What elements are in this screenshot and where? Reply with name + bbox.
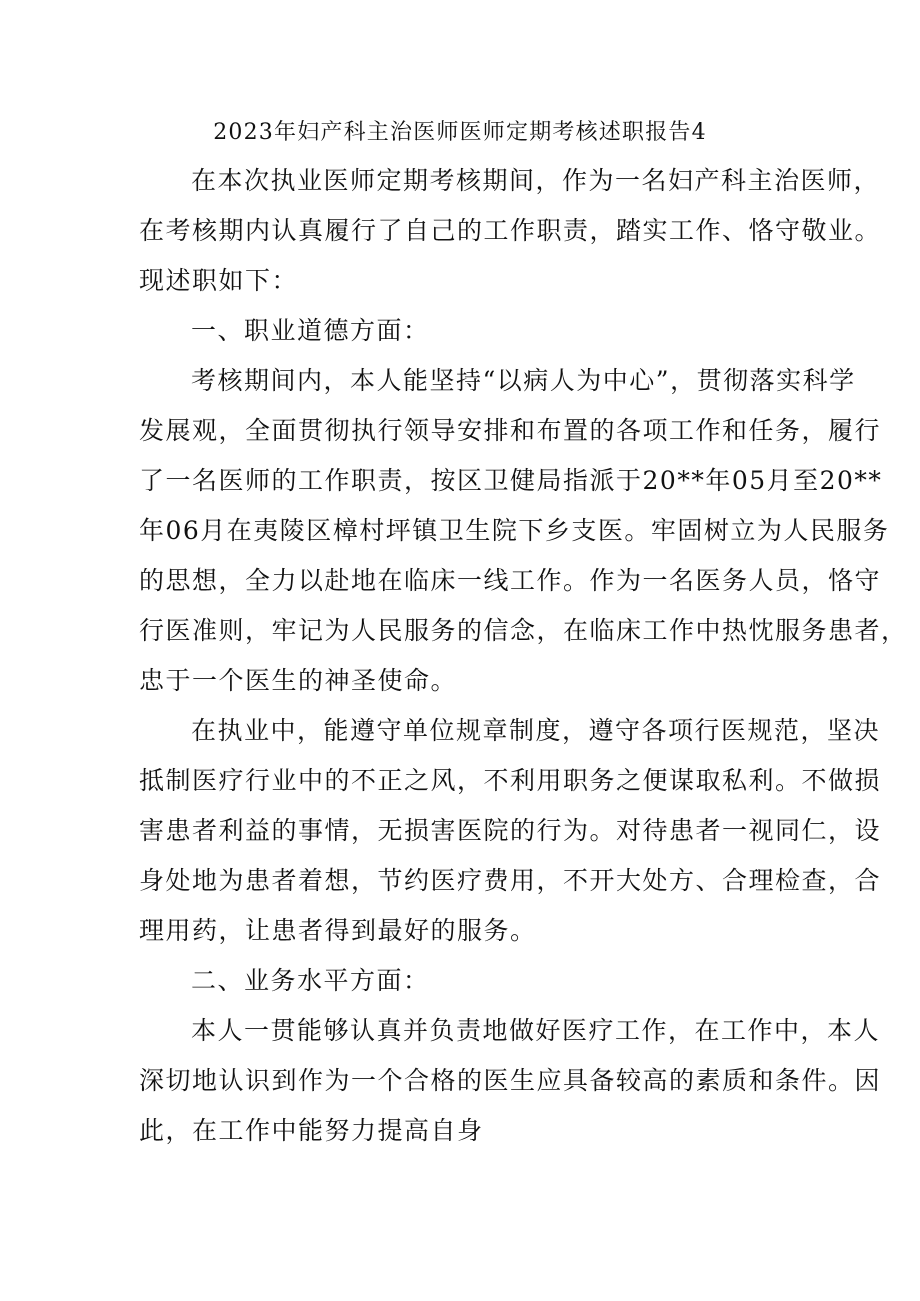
paragraph-intro xyxy=(139,156,882,306)
section-heading-professional-ethics xyxy=(139,306,794,356)
text-line: 此，在工作中能努力提高自身 xyxy=(139,1116,484,1145)
text-line: 理用药，让患者得到最好的服务。 xyxy=(139,916,537,945)
document-body xyxy=(139,156,908,1156)
text-line: 在本次执业医师定期考核期间，作为一名妇产科主治医师， xyxy=(191,166,881,195)
text-line: 现述职如下： xyxy=(139,266,299,295)
text-line: 的思想，全力以赴地在临床一线工作。作为一名医务人员，恪守 xyxy=(139,566,882,595)
paragraph-professional-level-body xyxy=(139,1006,882,1156)
text-line: 忠于一个医生的神圣使命。 xyxy=(139,666,458,695)
text-line: 年06月在夷陵区樟村坪镇卫生院下乡支医。牢固树立为人民服务 xyxy=(139,516,890,545)
text-line: 本人一贯能够认真并负责地做好医疗工作，在工作中，本人 xyxy=(191,1016,881,1045)
text-line: 在执业中，能遵守单位规章制度，遵守各项行医规范，坚决 xyxy=(191,716,881,745)
section-heading: 一、职业道德方面： xyxy=(191,316,430,345)
paragraph-ethics-body xyxy=(139,356,908,706)
text-line: 了一名医师的工作职责，按区卫健局指派于20**年05月至20** xyxy=(139,466,883,495)
text-line: 考核期间内，本人能坚持“以病人为中心”，贯彻落实科学 xyxy=(191,366,856,395)
text-line: 发展观，全面贯彻执行领导安排和布置的各项工作和任务，履行 xyxy=(139,416,882,445)
text-line: 行医准则，牢记为人民服务的信念，在临床工作中热忱服务患者， xyxy=(139,616,908,645)
section-heading-professional-level xyxy=(139,956,794,1006)
paragraph-practice-rules xyxy=(139,706,882,956)
document-title: 2023年妇产科主治医师医师定期考核述职报告4 xyxy=(213,120,707,145)
text-line: 身处地为患者着想，节约医疗费用，不开大处方、合理检查，合 xyxy=(139,866,882,895)
text-line: 在考核期内认真履行了自己的工作职责，踏实工作、恪守敬业。 xyxy=(139,216,882,245)
text-line: 害患者利益的事情，无损害医院的行为。对待患者一视同仁，设 xyxy=(139,816,882,845)
section-heading: 二、业务水平方面： xyxy=(191,966,430,995)
text-line: 抵制医疗行业中的不正之风，不利用职务之便谋取私利。不做损 xyxy=(139,766,882,795)
text-line: 深切地认识到作为一个合格的医生应具备较高的素质和条件。因 xyxy=(139,1066,882,1095)
